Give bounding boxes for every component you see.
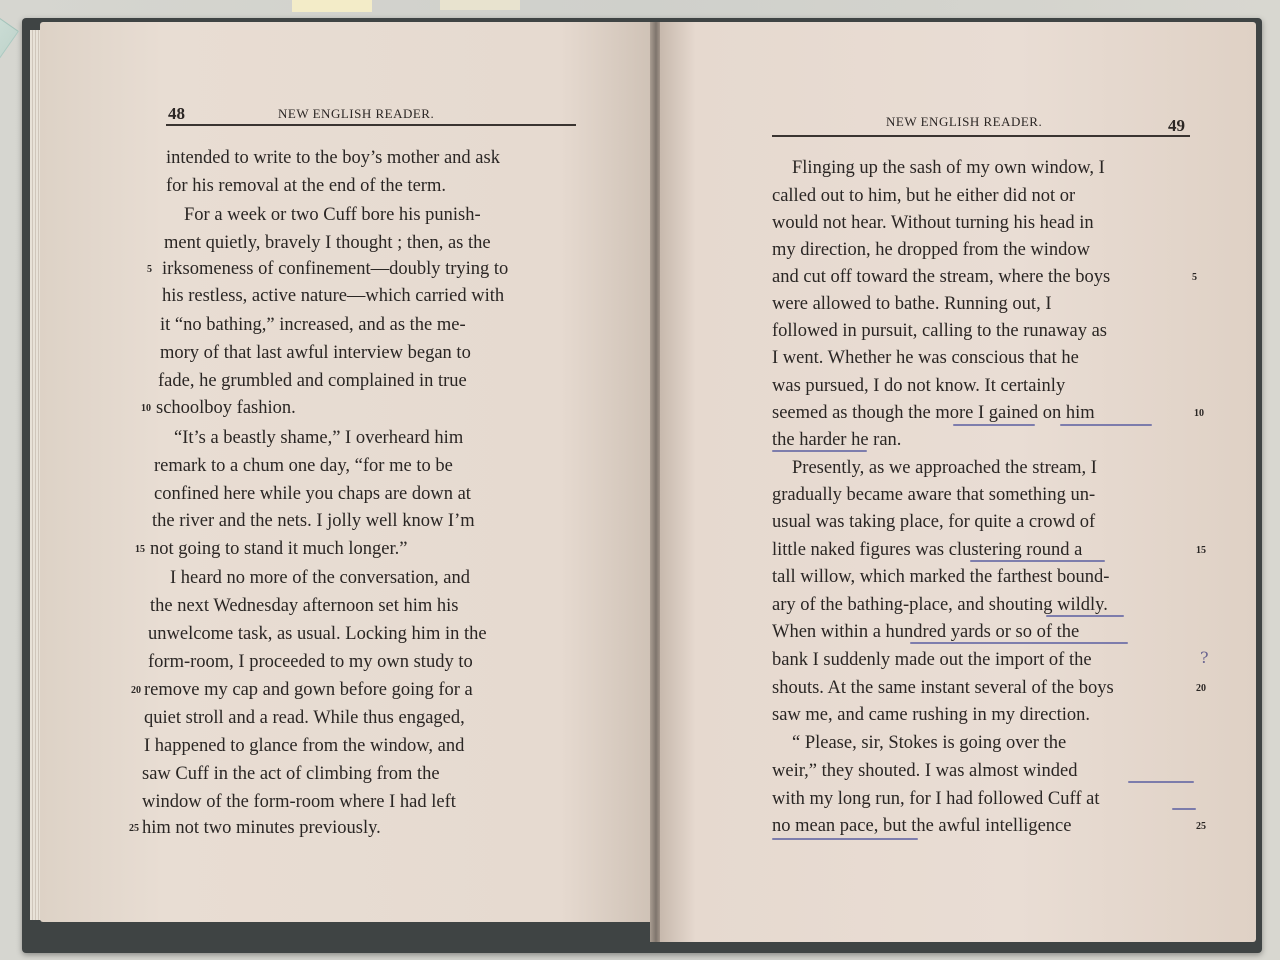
line-number: 10 [1194,408,1204,419]
text-line: my direction, he dropped from the window [772,240,1091,260]
pencil-underline [953,424,1035,426]
line-number: 15 [135,544,145,555]
text-line: fade, he grumbled and complained in true [158,371,467,391]
pencil-underline [772,450,867,452]
line-number: 25 [1196,821,1206,832]
text-line: I heard no more of the conversation, and [170,568,471,588]
text-line: usual was taking place, for quite a crowd of [772,512,1096,532]
text-line: When within a hundred yards or so of the [772,622,1080,642]
text-line: the harder he ran. [772,430,902,450]
line-number: 10 [141,403,151,414]
text-line: shouts. At the same instant several of the boys [772,678,1114,698]
pencil-underline [970,560,1105,562]
line-number: 15 [1196,545,1206,556]
pencil-underline [1128,781,1194,783]
text-line: with my long run, for I had followed Cuff at [772,789,1100,809]
line-number: 20 [1196,683,1206,694]
text-line: it “no bathing,” increased, and as the me- [160,315,466,335]
text-line: would not hear. Without turning his head in [772,213,1094,233]
text-line: weir,” they shouted. I was almost winded [772,761,1078,781]
text-line: gradually became aware that something un- [772,485,1096,505]
text-line: schoolboy fashion. [156,398,296,418]
text-line: ary of the bathing-place, and shouting wildly. [772,595,1108,615]
text-line: Flinging up the sash of my own window, I [792,158,1105,178]
text-line: remark to a chum one day, “for me to be [154,456,453,476]
text-line: bank I suddenly made out the import of the [772,650,1092,670]
pencil-underline [1060,424,1152,426]
text-line: “It’s a beastly shame,” I overheard him [174,428,464,448]
text-line: the river and the nets. I jolly well know I’m [152,511,475,531]
text-line: no mean pace, but the awful intelligence [772,816,1072,836]
text-line: called out to him, but he either did not or [772,186,1076,206]
text-line: mory of that last awful interview began to [160,343,471,363]
text-line: intended to write to the boy’s mother and ask [166,148,500,168]
text-line: saw Cuff in the act of climbing from the [142,764,440,784]
paper-tab [292,0,372,12]
text-line: saw me, and came rushing in my direction. [772,705,1091,725]
header-rule [772,135,1190,137]
text-line: not going to stand it much longer.” [150,539,408,559]
text-line: quiet stroll and a read. While thus engaged, [144,708,465,728]
text-line: for his removal at the end of the term. [166,176,446,196]
line-number: 5 [147,264,152,275]
text-line: his restless, active nature—which carried with [162,286,505,306]
text-line: I happened to glance from the window, and [144,736,465,756]
text-line: form-room, I proceeded to my own study to [148,652,473,672]
text-line: tall willow, which marked the farthest bound- [772,567,1110,587]
text-line: unwelcome task, as usual. Locking him in the [148,624,487,644]
text-line: was pursued, I do not know. It certainly [772,376,1066,396]
text-line: For a week or two Cuff bore his punish- [184,205,481,225]
text-line: “ Please, sir, Stokes is going over the [792,733,1067,753]
text-line: window of the form-room where I had left [142,792,456,812]
page-number: 48 [168,104,185,123]
text-line: Presently, as we approached the stream, I [792,458,1097,478]
pencil-underline [910,642,1128,644]
margin-note: ? [1200,648,1209,667]
text-line: followed in pursuit, calling to the runaway as [772,321,1107,341]
text-line: little naked figures was clustering round a [772,540,1083,560]
pencil-underline [1172,808,1196,810]
page-number: 49 [1168,116,1185,135]
paper-tab [440,0,520,10]
header-rule [166,124,576,126]
pencil-underline [1046,615,1124,617]
text-line: confined here while you chaps are down at [154,484,471,504]
line-number: 25 [129,823,139,834]
line-number: 5 [1192,272,1197,283]
line-number: 20 [131,685,141,696]
text-line: and cut off toward the stream, where the boys [772,267,1111,287]
text-line: the next Wednesday afternoon set him his [150,596,459,616]
text-line: I went. Whether he was conscious that he [772,348,1079,368]
pencil-underline [772,838,918,840]
text-line: were allowed to bathe. Running out, I [772,294,1052,314]
text-line: seemed as though the more I gained on him [772,403,1095,423]
text-line: remove my cap and gown before going for a [144,680,473,700]
running-head: NEW ENGLISH READER. [886,114,1043,129]
text-line: him not two minutes previously. [142,818,381,838]
text-line: irksomeness of confinement—doubly trying to [162,259,509,279]
text-line: ment quietly, bravely I thought ; then, as the [164,233,491,253]
running-head: NEW ENGLISH READER. [278,106,435,121]
